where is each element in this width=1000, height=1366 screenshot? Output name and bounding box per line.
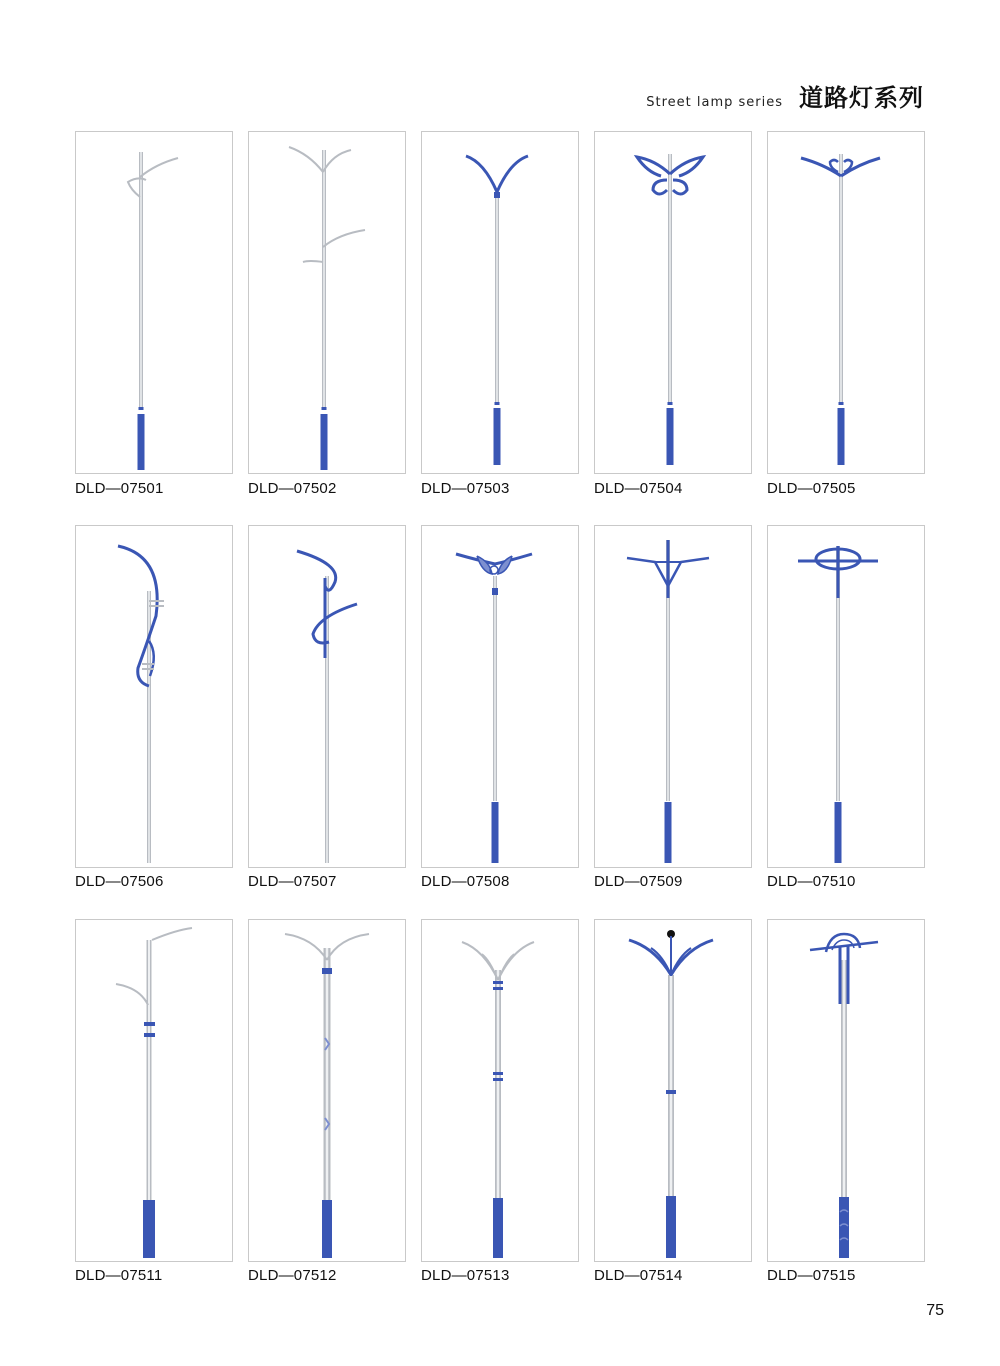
lamp-drawing-07507 [249,526,407,869]
header-chinese-title: 道路灯系列 [799,83,924,112]
lamp-drawing-07501 [76,132,234,475]
page-number: 75 [926,1302,944,1319]
product-card-07512[interactable] [248,919,406,1262]
product-card-07511[interactable] [75,919,233,1262]
lamp-drawing-07503 [422,132,580,475]
product-label: DLD—07505 [767,480,856,497]
product-label: DLD—07501 [75,480,164,497]
lamp-drawing-07511 [76,920,234,1263]
lamp-drawing-07502 [249,132,407,475]
lamp-drawing-07505 [768,132,926,475]
lamp-drawing-07513 [422,920,580,1263]
product-label: DLD—07513 [421,1267,510,1284]
product-card-07506[interactable] [75,525,233,868]
page-header [646,78,924,113]
product-label: DLD—07515 [767,1267,856,1284]
lamp-drawing-07510 [768,526,926,869]
product-card-07502[interactable] [248,131,406,474]
product-card-07503[interactable] [421,131,579,474]
lamp-drawing-07508 [422,526,580,869]
product-card-07509[interactable] [594,525,752,868]
product-label: DLD—07502 [248,480,337,497]
product-card-07504[interactable] [594,131,752,474]
product-card-07507[interactable] [248,525,406,868]
lamp-drawing-07504 [595,132,753,475]
product-label: DLD—07508 [421,873,510,890]
product-card-07501[interactable] [75,131,233,474]
product-label: DLD—07506 [75,873,164,890]
product-card-07515[interactable] [767,919,925,1262]
product-label: DLD—07504 [594,480,683,497]
product-card-07510[interactable] [767,525,925,868]
product-label: DLD—07514 [594,1267,683,1284]
product-card-07505[interactable] [767,131,925,474]
header-english-title: Street lamp series [646,95,783,110]
product-label: DLD—07512 [248,1267,337,1284]
product-label: DLD—07503 [421,480,510,497]
lamp-drawing-07515 [768,920,926,1263]
product-label: DLD—07510 [767,873,856,890]
lamp-drawing-07512 [249,920,407,1263]
lamp-drawing-07506 [76,526,234,869]
product-label: DLD—07507 [248,873,337,890]
product-label: DLD—07511 [75,1267,163,1284]
product-card-07513[interactable] [421,919,579,1262]
lamp-drawing-07509 [595,526,753,869]
product-label: DLD—07509 [594,873,683,890]
lamp-drawing-07514 [595,920,753,1263]
product-card-07514[interactable] [594,919,752,1262]
product-card-07508[interactable] [421,525,579,868]
